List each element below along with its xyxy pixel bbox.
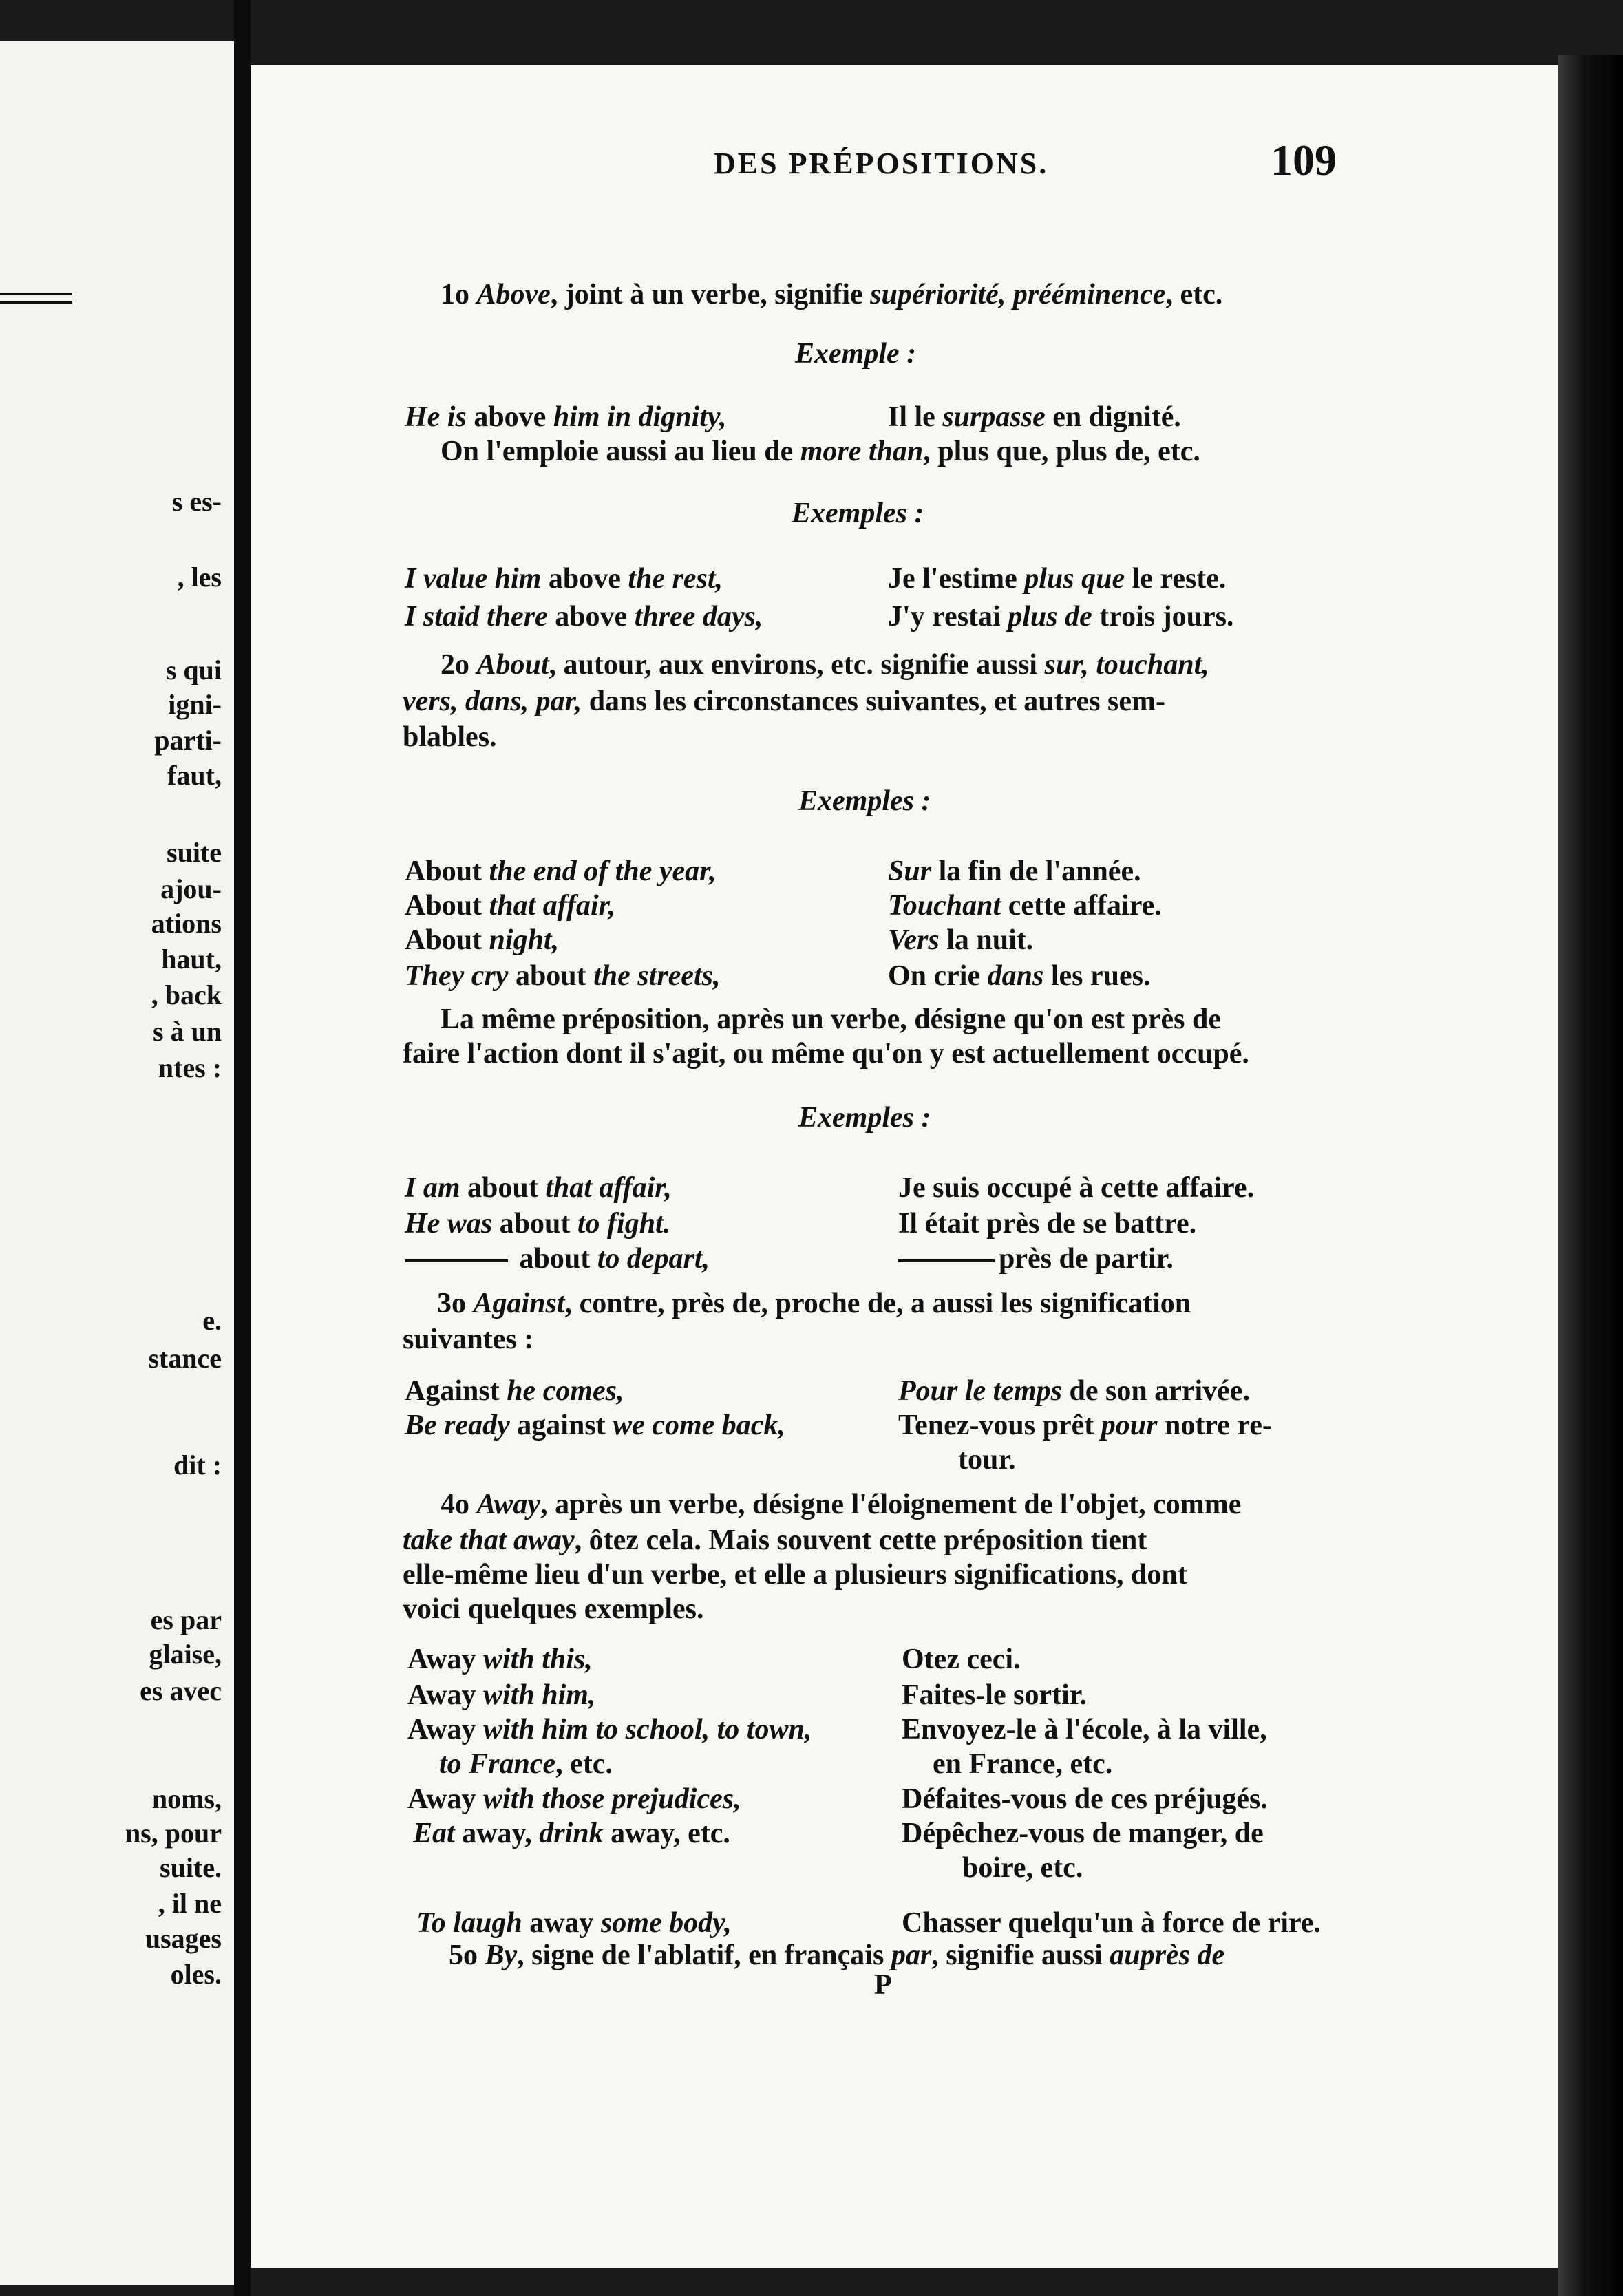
examples-heading: Exemples : <box>798 1102 931 1134</box>
para-1: 1o Above, joint à un verbe, signifie supériorité, prééminence, etc. <box>441 279 1223 310</box>
left-page-fragment: ns, pour <box>125 1818 222 1849</box>
example-en: Be ready against we come back, <box>405 1410 785 1441</box>
para-5: voici quelques exemples. <box>403 1593 704 1625</box>
left-page-fragment: s es- <box>171 486 222 517</box>
left-page-fragment: stance <box>148 1343 222 1374</box>
example-en: I value him above the rest, <box>405 563 723 595</box>
example-en: to France, etc. <box>439 1748 613 1780</box>
example-fr: tour. <box>958 1444 1016 1476</box>
para-3: La même préposition, après un verbe, désigne qu'on est près de <box>441 1003 1221 1035</box>
page-edge <box>1558 55 1623 2296</box>
example-fr: Je l'estime plus que le reste. <box>888 563 1227 595</box>
example-fr: Tenez-vous prêt pour notre re- <box>898 1410 1272 1441</box>
example-en: Away with him, <box>407 1679 596 1711</box>
left-page-fragment: s qui <box>165 655 222 685</box>
para-5: 4o Away, après un verbe, désigne l'éloignement de l'objet, comme <box>441 1489 1242 1520</box>
left-page-fragment: igni- <box>168 689 222 720</box>
example-en: Away with this, <box>407 1644 593 1675</box>
example-fr: boire, etc. <box>962 1852 1083 1884</box>
para-3: faire l'action dont il s'agit, ou même qu'on y est actuellement occupé. <box>403 1038 1249 1070</box>
para-6: 5o By, signe de l'ablatif, en français par, signifie aussi auprès de <box>449 1939 1225 1971</box>
example-en: He was about to fight. <box>405 1208 671 1240</box>
example-en: Away with him to school, to town, <box>407 1714 812 1745</box>
example-fr: Vers la nuit. <box>888 924 1034 956</box>
example-fr: On crie dans les rues. <box>888 960 1151 992</box>
left-page-fragment: haut, <box>161 944 222 975</box>
left-page-rule <box>0 293 72 304</box>
example-en: They cry about the streets, <box>405 960 721 992</box>
left-page-fragment: ajou- <box>160 873 222 904</box>
example-fr: Sur la fin de l'année. <box>888 855 1141 887</box>
example-fr: Dépêchez-vous de manger, de <box>902 1818 1264 1849</box>
left-page <box>0 41 238 2285</box>
left-page-fragment: , il ne <box>158 1888 222 1919</box>
left-page-fragment: suite <box>167 837 222 868</box>
example-en: He is above him in dignity, <box>405 401 727 433</box>
example-en: About that affair, <box>405 890 616 922</box>
example-fr: près de partir. <box>898 1241 1174 1277</box>
left-page-fragment: , back <box>151 979 222 1010</box>
examples-heading: Exemples : <box>798 785 931 817</box>
left-page-fragment: glaise, <box>149 1639 222 1670</box>
example-fr: Touchant cette affaire. <box>888 890 1162 922</box>
left-page-fragment: oles. <box>170 1959 222 1990</box>
example-fr: Faites-le sortir. <box>902 1679 1088 1711</box>
para-4: 3o Against, contre, près de, proche de, a aussi les signification <box>437 1288 1191 1319</box>
running-header: DES PRÉPOSITIONS. <box>714 147 1049 180</box>
example-en: About night, <box>405 924 560 956</box>
para-5: elle-même lieu d'un verbe, et elle a plusieurs significations, dont <box>403 1559 1187 1591</box>
para-1b: On l'emploie aussi au lieu de more than, plus que, plus de, etc. <box>441 436 1200 467</box>
signature-mark: P <box>874 1969 892 2001</box>
left-page-fragment: es par <box>150 1604 222 1635</box>
example-fr: Envoyez-le à l'école, à la ville, <box>902 1714 1267 1745</box>
example-en: about to depart, <box>405 1241 710 1277</box>
example-fr: Défaites-vous de ces préjugés. <box>902 1783 1268 1815</box>
example-en: I staid there above three days, <box>405 601 763 633</box>
para-2: 2o About, autour, aux environs, etc. signifie aussi sur, touchant, <box>441 649 1209 681</box>
ditto-dash <box>898 1259 995 1262</box>
para-2: blables. <box>403 721 497 753</box>
example-fr: Pour le temps de son arrivée. <box>898 1375 1250 1407</box>
example-fr: Il le surpasse en dignité. <box>888 401 1181 433</box>
left-page-fragment: noms, <box>151 1783 222 1814</box>
example-fr: J'y restai plus de trois jours. <box>888 601 1234 633</box>
left-page-fragment: usages <box>145 1923 222 1954</box>
left-page-fragment: dit : <box>173 1449 222 1480</box>
example-en: Against he comes, <box>405 1375 624 1407</box>
example-fr: Il était près de se battre. <box>898 1208 1197 1240</box>
page-number: 109 <box>1271 136 1337 184</box>
left-page-fragment: parti- <box>154 725 222 756</box>
examples-heading: Exemples : <box>792 498 924 529</box>
left-page-fragment: faut, <box>167 760 222 791</box>
example-fr: Otez ceci. <box>902 1644 1021 1675</box>
example-en: Away with those prejudices, <box>407 1783 741 1815</box>
example-en: Eat away, drink away, etc. <box>413 1818 730 1849</box>
ditto-dash <box>405 1259 508 1262</box>
example-en: About the end of the year, <box>405 855 717 887</box>
example-en: I am about that affair, <box>405 1172 672 1204</box>
book-gutter <box>234 0 251 2296</box>
para-4: suivantes : <box>403 1324 534 1355</box>
example-heading: Exemple : <box>795 338 917 370</box>
left-page-fragment: e. <box>202 1305 222 1336</box>
left-page-fragment: ations <box>151 908 222 939</box>
left-page-fragment: s à un <box>152 1016 222 1047</box>
left-page-fragment: ntes : <box>158 1052 222 1083</box>
example-fr: Chasser quelqu'un à force de rire. <box>902 1907 1322 1939</box>
left-page-fragment: es avec <box>140 1675 222 1706</box>
left-page-fragment: suite. <box>160 1852 222 1883</box>
para-5: take that away, ôtez cela. Mais souvent cette préposition tient <box>403 1524 1147 1556</box>
example-fr: en France, etc. <box>933 1748 1113 1780</box>
example-fr: Je suis occupé à cette affaire. <box>898 1172 1255 1204</box>
example-en: To laugh away some body, <box>416 1907 732 1939</box>
left-page-fragment: , les <box>177 562 222 593</box>
para-2: vers, dans, par, dans les circonstances suivantes, et autres sem- <box>403 685 1165 717</box>
